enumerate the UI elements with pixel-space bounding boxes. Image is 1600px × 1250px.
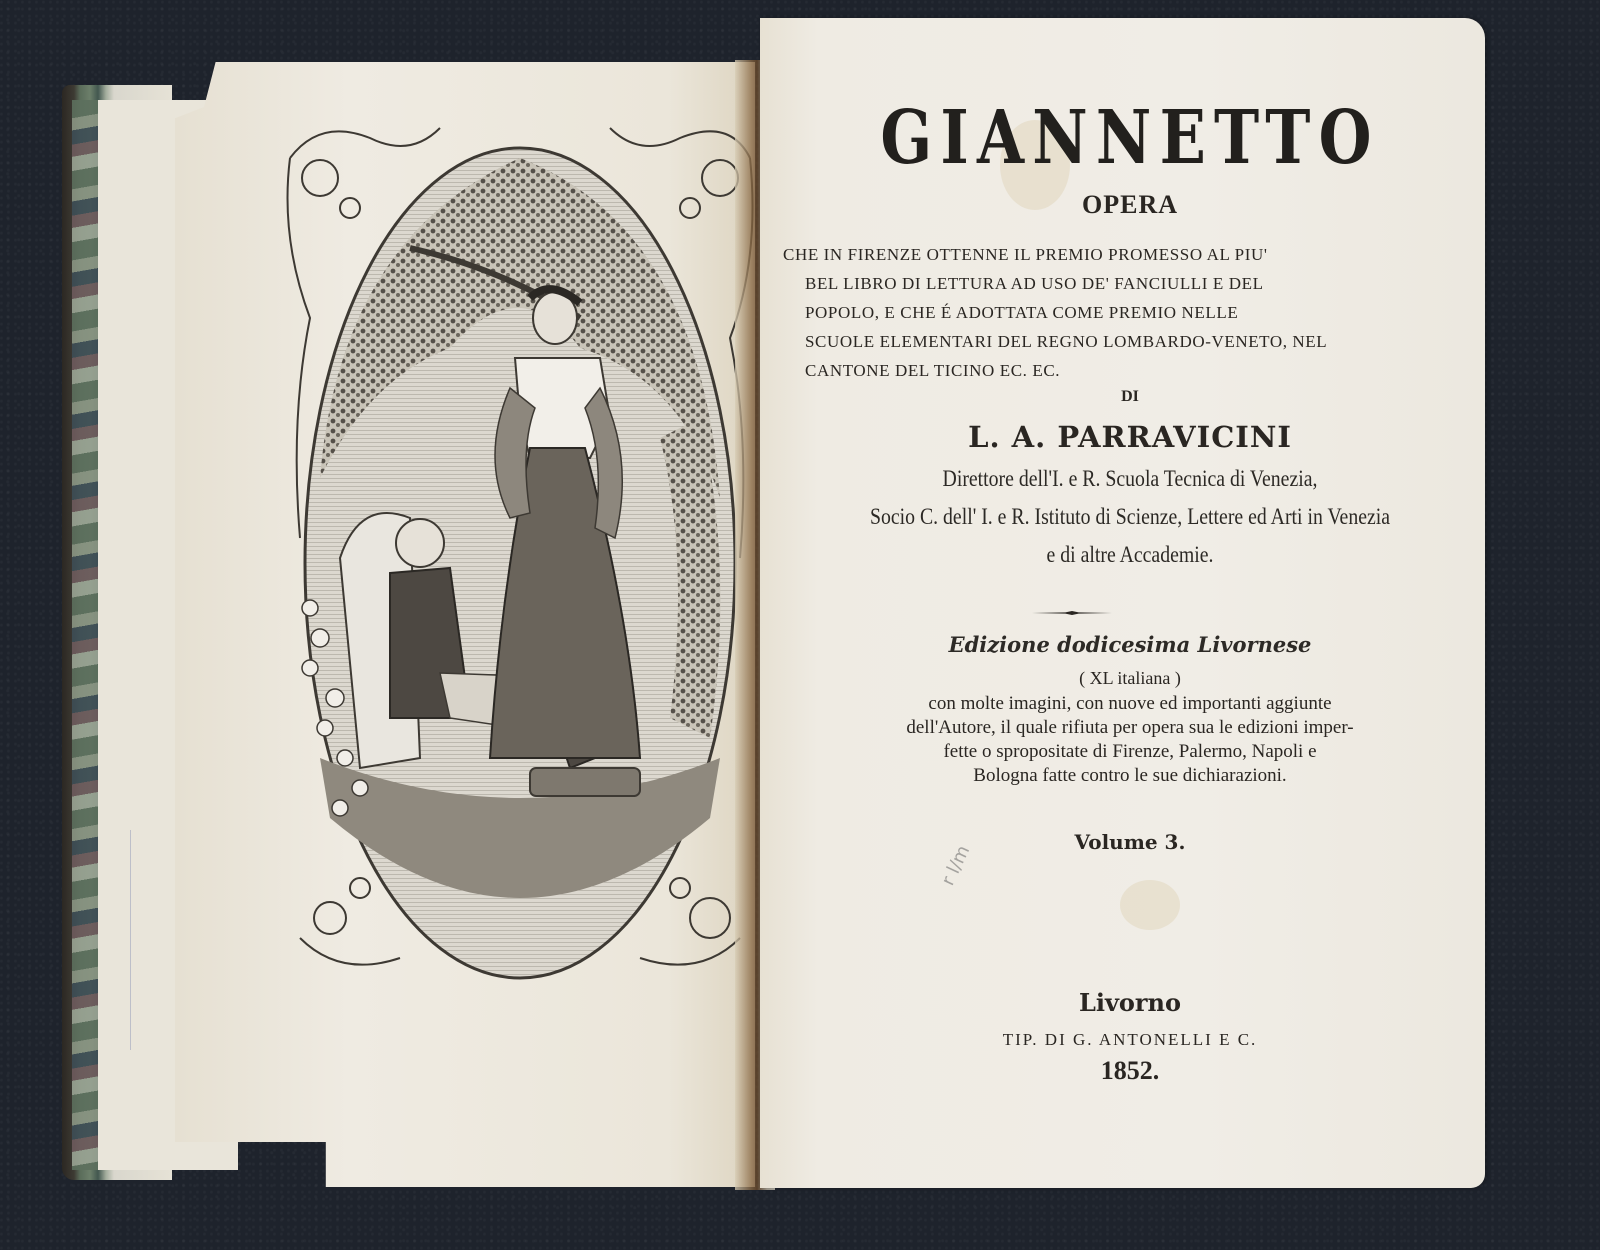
- pencil-annotation: r l/m: [937, 842, 975, 889]
- description-line: BEL LIBRO DI LETTURA AD USO DE' FANCIULLI E DEL: [805, 274, 1264, 293]
- volume-label: Volume 3.: [1074, 830, 1186, 854]
- engraving-illustration-icon: [280, 118, 760, 1008]
- body-line: dell'Autore, il quale rifiuta per opera sua le edizioni imper-: [906, 717, 1354, 738]
- description-line: CHE IN FIRENZE OTTENNE IL PREMIO PROMESSO AL PIU': [783, 245, 1268, 264]
- body-line: fette o spropositate di Firenze, Palermo, Napoli e: [943, 741, 1317, 762]
- marbled-cover-edge: [72, 100, 100, 1170]
- ornamental-rule-icon: [1012, 611, 1132, 615]
- frontispiece-engraving: [280, 118, 760, 1008]
- publication-year: 1852.: [1100, 1056, 1160, 1085]
- title-description: [783, 240, 1363, 385]
- edition-details: [770, 692, 1490, 788]
- printer-name: TIP. DI G. ANTONELLI E C.: [1002, 1030, 1258, 1049]
- description-line: SCUOLE ELEMENTARI DEL REGNO LOMBARDO-VENETO, NEL: [805, 332, 1328, 351]
- book-subtitle: OPERA: [1082, 190, 1178, 219]
- body-line: Bologna fatte contro le sue dichiarazioni.: [973, 765, 1287, 786]
- author-name: L. A. PARRAVICINI: [968, 420, 1292, 454]
- by-label: DI: [1121, 388, 1139, 405]
- affiliation-line: Socio C. dell' I. e R. Istituto di Scienze, Lettere ed Arti in Venezia: [869, 504, 1391, 529]
- affiliation-line: e di altre Accademie.: [1046, 542, 1214, 567]
- affiliation-line: Direttore dell'I. e R. Scuola Tecnica di Venezia,: [942, 466, 1318, 491]
- book-title: GIANNETTO: [880, 95, 1380, 181]
- author-affiliations: [820, 460, 1439, 574]
- description-line: CANTONE DEL TICINO EC. EC.: [805, 361, 1061, 380]
- body-line: con molte imagini, con nuove ed importanti aggiunte: [928, 693, 1332, 714]
- edition-note: ( XL italiana ): [1079, 668, 1181, 688]
- description-line: POPOLO, E CHE É ADOTTATA COME PREMIO NELLE: [805, 303, 1239, 322]
- paper-stain: [1120, 880, 1180, 930]
- edition-label: Edizione dodicesima Livornese: [948, 632, 1312, 657]
- publication-place: Livorno: [1078, 988, 1182, 1017]
